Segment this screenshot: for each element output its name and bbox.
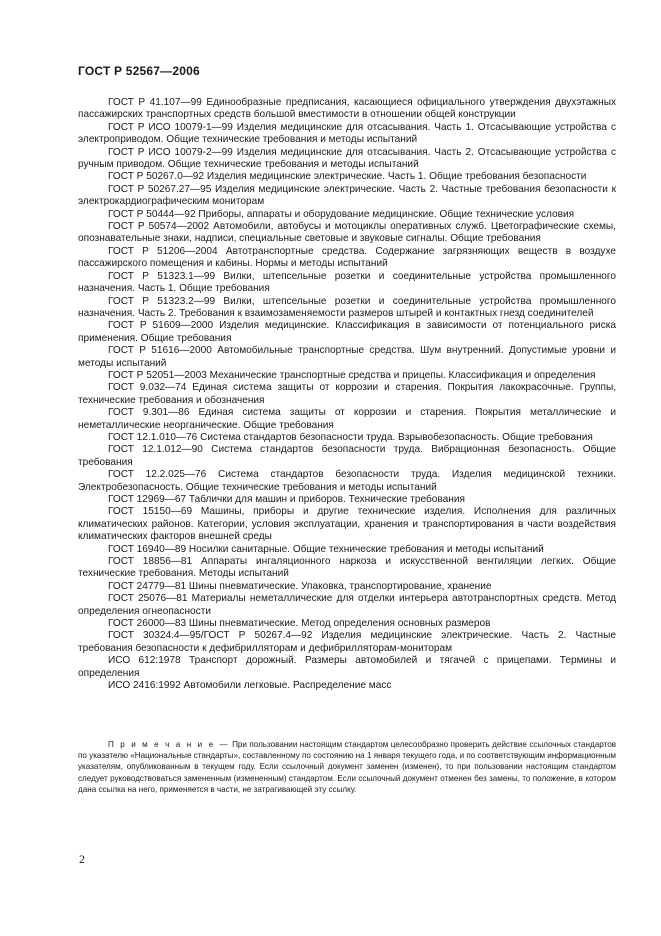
reference-item: ГОСТ 9.032—74 Единая система защиты от коррозии и старения. Покрытия лакокрасочные. Группы, технические требования и обозначения (78, 382, 616, 406)
reference-item: ГОСТ 12969—67 Таблички для машин и приборов. Технические требования (108, 494, 465, 505)
reference-item: ГОСТ 25076—81 Материалы неметаллические для отделки интерьера автотранспортных средств. Метод определения огнеопасности (78, 593, 616, 617)
reference-item: ГОСТ Р 50267.0—92 Изделия медицинские электрические. Часть 1. Общие требования безопасности (108, 171, 587, 183)
reference-item: ГОСТ 16940—89 Носилки санитарные. Общие технические требования и методы испытаний (108, 543, 544, 555)
reference-item: ГОСТ 30324.4—95/ГОСТ Р 50267.4—92 Изделия медицинские электрические. Часть 2. Частные требования безопасности к дефибрилляторам и дефибрилляторам-мониторам (78, 630, 616, 654)
reference-item: ГОСТ 26000—83 Шины пневматические. Метод определения основных размеров (108, 618, 491, 630)
reference-item: ИСО 2416:1992 Автомобили легковые. Распределение масс (108, 680, 392, 692)
note-block (78, 739, 616, 795)
reference-item: ГОСТ Р 51206—2004 Автотранспортные средства. Содержание загрязняющих веществ в воздухе пассажирского помещения и кабины. Нормы и методы испытаний (78, 245, 616, 270)
document-header: ГОСТ Р 52567—2006 (78, 64, 200, 78)
reference-item: ГОСТ 9.301—86 Единая система защиты от коррозии и старения. Покрытия металлические и неметаллические неорганические. Общие требования (78, 407, 616, 431)
reference-item: ГОСТ Р ИСО 10079-2—99 Изделия медицинские для отсасывания. Часть 2. Отсасывающие устройства с ручным приводом. Общие технические требования и методы испытаний (78, 146, 616, 171)
reference-item: ГОСТ 24779—81 Шины пневматические. Упаковка, транспортирование, хранение (108, 580, 492, 592)
reference-item: ГОСТ 18856—81 Аппараты ингаляционного наркоза и искусственной вентиляции легких. Общие технические требования. Методы испытаний (78, 556, 616, 580)
reference-item: ГОСТ Р 51609—2000 Изделия медицинские. Классификация в зависимости от потенциального риска применения. Общие требования (78, 320, 616, 344)
normative-references-list (78, 97, 616, 693)
reference-item: ГОСТ 12.2.025—76 Система стандартов безопасности труда. Изделия медицинской техники. Электробезопасность. Общие технические требования и методы испытаний (78, 469, 616, 493)
reference-item: ГОСТ 15150—69 Машины, приборы и другие технические изделия. Исполнения для различных климатических районов. Категории, условия эксплуатации, хранения и транспортирования в части воздействия климатических факторов внешней среды (78, 506, 616, 543)
reference-item: ИСО 612:1978 Транспорт дорожный. Размеры автомобилей и тягачей с прицепами. Термины и определения (78, 655, 616, 679)
note-text: При пользовании настоящим стандартом целесообразно проверить действие ссылочных стандартов по указателю «Национальные стандарты», составленному по состоянию на 1 января текущего года, и по соответствующим информационным указателям, опубликованным в текущем году. Если ссылочный документ заменен (изменен), то при пользовании настоящим стандартом следует руководствоваться замененным (измененным) стандартом. Если ссылочный документ отменен без замены, то положение, в котором дана ссылка на него, применяется в части, не затрагивающей эту ссылку. (78, 740, 616, 794)
reference-item: ГОСТ Р 51323.2—99 Вилки, штепсельные розетки и соединительные устройства промышленного назначения. Часть 2. Требования к взаимозаменяемости размеров штырей и контактных гнезд соединителей (78, 295, 616, 319)
reference-item: ГОСТ Р ИСО 10079-1—99 Изделия медицинские для отсасывания. Часть 1. Отсасывающие устройства с электроприводом. Общие технические требования и методы испытаний (78, 121, 616, 146)
reference-item: ГОСТ Р 51616—2000 Автомобильные транспортные средства. Шум внутренний. Допустимые уровни и методы испытаний (78, 345, 616, 369)
note-label: П р и м е ч а н и е — (108, 740, 230, 749)
reference-item: ГОСТ Р 51323.1—99 Вилки, штепсельные розетки и соединительные устройства промышленного назначения. Часть 1. Общие требования (78, 270, 616, 295)
page-number: 2 (79, 852, 85, 866)
reference-item: ГОСТ 12.1.012—90 Система стандартов безопасности труда. Вибрационная безопасность. Общие требования (78, 444, 616, 468)
reference-item: ГОСТ Р 50574—2002 Автомобили, автобусы и мотоциклы оперативных служб. Цветографические схемы, опознавательные знаки, надписи, специальные световые и звуковые сигналы. Общие требования (78, 221, 616, 245)
reference-item: ГОСТ Р 52051—2003 Механические транспортные средства и прицепы. Классификация и определения (108, 369, 596, 381)
note-paragraph (78, 739, 616, 795)
reference-item: ГОСТ 12.1.010—76 Система стандартов безопасности труда. Взрывобезопасность. Общие требования (108, 431, 593, 443)
reference-item: ГОСТ Р 50444—92 Приборы, аппараты и оборудование медицинские. Общие технические условия (108, 208, 575, 220)
reference-item: ГОСТ Р 41.107—99 Единообразные предписания, касающиеся официального утверждения двухэтажных пассажирских транспортных средств большой вместимости в отношении общей конструкции (78, 97, 616, 121)
reference-item: ГОСТ Р 50267.27—95 Изделия медицинские электрические. Часть 2. Частные требования безопасности к электрокардиографическим мониторам (78, 183, 616, 208)
